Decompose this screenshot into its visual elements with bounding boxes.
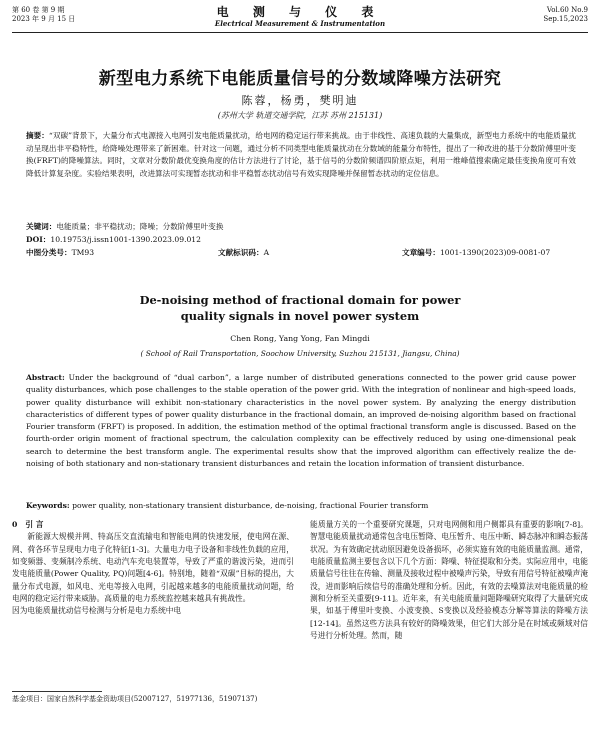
- abstract-en-label: Abstract:: [26, 373, 65, 382]
- section-number: 0: [12, 520, 18, 529]
- date-en: Sep.15,2023: [543, 15, 588, 23]
- article-number-text: 1001-1390(2023)09-0081-07: [439, 248, 551, 257]
- class-number: [26, 247, 94, 259]
- article-number-label: 文章编号：: [402, 248, 440, 257]
- running-header: [12, 6, 588, 30]
- body-right-text: 能质量方关的一个重要研究课题，只对电网侧和用户侧都具有重要的影响[7-8]。智慧电能质量扰动通常包含电压暂降、电压暂升、电压中断、瞬态脉冲和瞬态振荡状况。为有效确定扰动原因避免设备损坏，必须实施有效的电能质量监测。通常，电能质量监测主要包含以下几个方面：降噪、特征提取和分类。实际应用中，电能质量信号往往在传输、测量及接收过程中被噪声污染，导致有用信号特征被噪声淹没，进而影响后续信号的准确处理和分析。因此，有效的去噪算法对电能质量的检测和分析至关重要[9-11]。近年来，有关电能质量问题降噪研究取得了大量研究成果，如基于傅里叶变换、小波变换、S变换以及经验模态分解等算法的降噪方法[12-14]。虽然这些方法具有较好的降噪效果，但它们大部分是在时域或频域对信号进行分析处理。然而，随: [310, 520, 588, 641]
- section-heading: [12, 519, 294, 531]
- keywords-cn: [26, 221, 576, 233]
- date-cn: 2023 年 9 月 15 日: [12, 15, 76, 23]
- funding-footnote: 基金项目：国家自然科学基金资助项目(52007127，51977136，51907137): [12, 695, 258, 703]
- journal-name-en: Electrical Measurement & Instrumentation: [214, 19, 386, 28]
- section-title: 引 言: [25, 520, 44, 529]
- header-rule: [12, 32, 588, 33]
- authors-cn: 陈蓉，杨勇，樊明迪: [241, 94, 359, 107]
- authors-en: Chen Rong, Yang Yong, Fan Mingdi: [230, 334, 370, 343]
- document-code-text: A: [263, 248, 270, 257]
- affiliation-cn: (苏州大学 轨道交通学院，江苏 苏州 215131): [217, 111, 383, 120]
- header-right: [543, 6, 588, 24]
- abstract-cn: [26, 130, 576, 180]
- keywords-cn-label: 关键词：: [26, 222, 57, 231]
- paper-title-cn: 新型电力系统下电能质量信号的分数域降噪方法研究: [98, 69, 502, 89]
- keywords-en-text: power quality, non-stationary transient disturbance, de-noising, fractional Fourier transform: [72, 501, 429, 510]
- journal-name-cn: 电 测 与 仪 表: [216, 5, 384, 19]
- keywords-en: [26, 500, 576, 512]
- keywords-cn-text: 电能质量；非平稳扰动；降噪；分数阶傅里叶变换: [56, 222, 224, 231]
- article-number: [402, 247, 550, 259]
- abstract-en-text: Under the background of “dual carbon”, a large number of distributed generations connected to the power grid cause power quality disturbances, which pose challenges to the stable operation of the power grid. With the integration of nonlinear and high-speed loads, power quality disturbance will exhibit non-stationary characteristics in the novel power system. By analyzing the energy distribution characteristics of different types of power quality disturbance in the fractional domain, an improved de-noising algorithm based on fractional Fourier transform (FRFT) is proposed. In addition, the estimation method of the optimal fractional transform angle is discussed. Based on the fourth-order origin moment of fractional spectrum, the calculation complexity can be effectively reduced by using one-dimensional peak search to determine the best transform angle. The experimental results show that the improved algorithm can effectively realize the de-noising of both stationary and non-stationary transient disturbances and retain the location information of transient disturbance.: [26, 373, 576, 469]
- doi: [26, 234, 576, 246]
- class-number-label: 中图分类号：: [26, 248, 72, 257]
- abstract-cn-label: 摘要：: [26, 131, 49, 140]
- affiliation-en: ( School of Rail Transportation, Soochow University, Suzhou 215131, Jiangsu, China): [140, 349, 460, 358]
- abstract-cn-text: “双碳”背景下，大量分布式电源接入电网引发电能质量扰动，给电网的稳定运行带来挑战。由于非线性、高速负载的大量集成，新型电力系统中的电能质量扰动呈现出非平稳特性，给降噪处理带来了新困难。针对这一问题，通过分析不同类型电能质量扰动在分数域的能量分布特性，提出了一种改进的基于分数阶傅里叶变换(FRFT)的降噪算法。同时，文章对分数阶最优变换角度的估计方法进行了讨论，基于信号的分数阶频谱四阶原点矩，利用一维峰值搜索确定最佳变换角度可有效降低计算复杂度。实验结果表明，改进算法可实现暂态扰动和非平稳暂态扰动信号有效实现降噪并保留暂态扰动的定位信息。: [26, 131, 577, 178]
- doi-text: 10.19753/j.issn1001-1390.2023.09.012: [50, 235, 201, 244]
- paper-title-en: De-noising method of fractional domain for power quality signals in novel power system: [139, 293, 461, 323]
- document-code: [218, 247, 269, 259]
- header-center: [12, 6, 588, 28]
- footnote-rule: [12, 691, 102, 692]
- class-number-text: TM93: [71, 248, 95, 257]
- volume-en: Vol.60 No.9: [546, 6, 588, 14]
- body-left-text: 新能源大规模并网、特高压交直流输电和智能电网的快速发展，使电网在源、网、荷各环节呈现电力电子化特征[1-3]。大量电力电子设备和非线性负载的应用，如变频器、变频制冷系统、电动汽车充电装置等，导致了严重的谐波污染，进而引发电能质量(Power Quality, PQ)问题[4-6]。特别地，随着“双碳”目标的提出，大量分布式电源，如风电、光电等接入电网，引起越来越多的电能质量扰动问题，给电网的稳定运行带来威胁。高质量的电力系统监控越来越具有挑战性。 因为电能质量扰动信号检测与分析是电力系统中电: [12, 532, 294, 616]
- keywords-en-label: Keywords:: [26, 501, 70, 510]
- abstract-en: [26, 372, 576, 470]
- body-left-column: [12, 519, 294, 618]
- volume-cn: 第 60 卷 第 9 期: [12, 6, 65, 14]
- body-right-column: [310, 519, 588, 642]
- doi-label: DOI：: [26, 235, 51, 244]
- document-code-label: 文献标识码：: [218, 248, 264, 257]
